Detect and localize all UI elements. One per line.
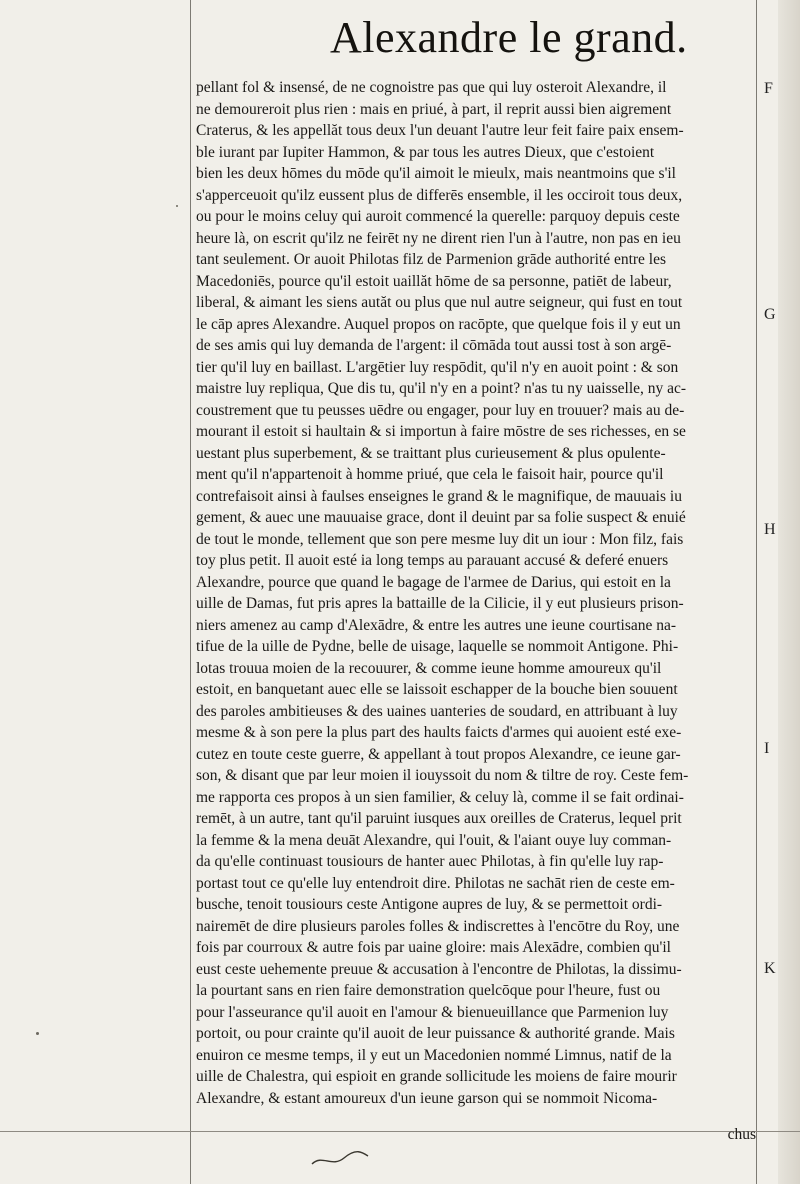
text-line: pour l'asseurance qu'il auoit en l'amour & bienueuillance que Parmenion luy bbox=[196, 1003, 669, 1021]
left-rule bbox=[190, 0, 191, 1184]
text-line: lotas trouua moien de la recouurer, & comme ieune homme amoureux qu'il bbox=[196, 659, 662, 677]
text-line: niers amenez au camp d'Alexādre, & entre les autres une ieune courtisane na- bbox=[196, 616, 677, 634]
text-line: Craterus, & les appellăt tous deux l'un deuant l'autre leur feit faire paix ensem- bbox=[196, 122, 684, 139]
text-line: uille de Chalestra, qui espioit en grande sollicitude les moiens de faire mourir bbox=[196, 1068, 677, 1085]
text-line: estoit, en banquetant auec elle se laissoit eschapper de la bouche bien souuent bbox=[196, 681, 678, 698]
bottom-rule bbox=[0, 1131, 800, 1132]
text-line: nairemēt de dire plusieurs paroles folles & indiscrettes à l'encōtre du Roy, une bbox=[196, 917, 680, 935]
text-line: uille de Damas, fut pris apres la battaille de la Cilicie, il y eut plusieurs prison- bbox=[196, 595, 684, 612]
text-line: busche, tenoit tousiours ceste Antigone aupres de luy, & se permettoit ordi- bbox=[196, 896, 663, 913]
text-line: portoit, ou pour crainte qu'il auoit de leur puissance & authorité grande. Mais bbox=[196, 1025, 675, 1042]
text-line: de ses amis qui luy demanda de l'argent: il cōmāda tout aussi tost à son argē- bbox=[196, 337, 672, 354]
pen-scribble bbox=[310, 1146, 370, 1170]
ink-speck bbox=[176, 205, 178, 207]
text-line: mesme & à son pere la plus part des haults faicts d'armes qui auoient esté exe- bbox=[196, 724, 682, 741]
text-line: maistre luy repliqua, Que dis tu, qu'il n'y en a point? n'as tu ny uaisselle, ny ac- bbox=[196, 380, 687, 397]
margin-letter-h: H bbox=[764, 521, 776, 538]
text-line: ment qu'il n'appartenoit à homme priué, que cela le faisoit hair, pource qu'il bbox=[196, 466, 664, 483]
text-line: son, & disant que par leur moien il iouyssoit du nom & tiltre de roy. Ceste fem- bbox=[196, 767, 689, 784]
text-line: des paroles ambitieuses & des uaines uanteries de soudard, en attribuant à luy bbox=[196, 702, 678, 720]
body-text bbox=[196, 77, 762, 1109]
text-line: ou pour le moins celuy qui auroit commencé la querelle: parquoy depuis ceste bbox=[196, 208, 680, 225]
margin-letter-f: F bbox=[764, 80, 773, 97]
text-line: heure là, on escrit qu'ilz ne feirēt ny ne dirent rien l'un à l'autre, non pas en ieu bbox=[196, 229, 681, 247]
text-line: tifue de la uille de Pydne, belle de uisage, laquelle se nommoit Antigone. Phi- bbox=[196, 638, 679, 655]
text-line: liberal, & aimant les siens autăt ou plus que nul autre seigneur, qui fust en tout bbox=[196, 294, 683, 311]
text-line: tier qu'il luy en baillast. L'argētier luy respōdit, qu'il n'y en auoit point : & son bbox=[196, 358, 679, 376]
text-line: cutez en toute ceste guerre, & appellant à tout propos Alexandre, ce ieune gar- bbox=[196, 745, 681, 763]
text-line: coustrement que tu peusses uēdre ou engager, pour luy en trouuer? mais au de- bbox=[196, 401, 685, 419]
text-line: fois par courroux & autre fois par uaine gloire: mais Alexādre, combien qu'il bbox=[196, 939, 671, 956]
margin-letter-i: I bbox=[764, 740, 770, 757]
text-line: tant seulement. Or auoit Philotas filz de Parmenion grāde authorité entre les bbox=[196, 251, 667, 268]
text-line: eust ceste uehemente preuue & accusation à l'encontre de Philotas, la dissimu- bbox=[196, 960, 682, 978]
ink-speck bbox=[36, 1032, 39, 1035]
text-line: portast tout ce qu'elle luy entendroit dire. Philotas ne sachāt rien de ceste em- bbox=[196, 874, 675, 892]
margin-letter-k: K bbox=[764, 960, 776, 977]
text-line: da qu'elle continuast tousiours de hanter auec Philotas, à fin qu'elle luy rap- bbox=[196, 853, 664, 870]
margin-letter-g: G bbox=[764, 306, 776, 323]
text-line: bien les deux hōmes du mōde qu'il aimoit le mieulx, mais neantmoins que s'il bbox=[196, 165, 676, 182]
text-line: ne demoureroit plus rien : mais en priué, à part, il reprit aussi bien aigrement bbox=[196, 100, 672, 118]
text-line: me rapporta ces propos à un sien familier, & celuy là, comme il se fait ordinai- bbox=[196, 788, 684, 806]
page-edge-strip bbox=[778, 0, 800, 1184]
text-line: ble iurant par Iupiter Hammon, & par tous les autres Dieux, que c'estoient bbox=[196, 143, 655, 161]
text-line: pellant fol & insensé, de ne cognoistre pas que qui luy osteroit Alexandre, il bbox=[196, 79, 667, 96]
text-line: gement, & auec une mauuaise grace, dont il deuint par sa folie suspect & enuié bbox=[196, 509, 686, 526]
text-line: s'apperceuoit qu'ilz eussent plus de differēs ensemble, il les occiroit tous deux, bbox=[196, 186, 683, 204]
text-line: Alexandre, & estant amoureux d'un ieune garson qui se nommoit Nicoma- bbox=[196, 1089, 658, 1107]
text-line: la femme & la mena deuāt Alexandre, qui l'ouit, & l'aiant ouye luy comman- bbox=[196, 831, 672, 849]
text-line: remēt, à un autre, tant qu'il paruint iusques aux oreilles de Craterus, lequel prit bbox=[196, 810, 682, 827]
running-head: Alexandre le grand. bbox=[330, 13, 688, 62]
text-line: mourant il estoit si haultain & si importun à faire mōstre de ses richesses, en se bbox=[196, 423, 686, 440]
text-line: de tout le monde, tellement que son pere mesme luy dit un iour : Mon filz, fais bbox=[196, 530, 684, 548]
catchword: chus bbox=[727, 1126, 756, 1143]
text-line: enuiron ce mesme temps, il y eut un Macedonien nommé Limnus, natif de la bbox=[196, 1046, 672, 1064]
text-line: Macedoniēs, pource qu'il estoit uaillăt hōme de sa personne, patiēt de labeur, bbox=[196, 272, 672, 290]
text-line: toy plus petit. Il auoit esté ia long temps au parauant accusé & deferé enuers bbox=[196, 552, 669, 569]
text-line: la pourtant sans en rien faire demonstration quelcōque pour l'heure, fust ou bbox=[196, 982, 661, 999]
text-line: le cāp apres Alexandre. Auquel propos on racōpte, que quelque fois il y eut un bbox=[196, 315, 681, 333]
text-line: uestant plus superbement, & se traittant plus curieusement & plus opulente- bbox=[196, 444, 666, 462]
text-line: Alexandre, pource que quand le bagage de l'armee de Darius, qui estoit en la bbox=[196, 573, 671, 591]
text-line: contrefaisoit ainsi à faulses enseignes le grand & le magnifique, de mauuais iu bbox=[196, 487, 682, 505]
